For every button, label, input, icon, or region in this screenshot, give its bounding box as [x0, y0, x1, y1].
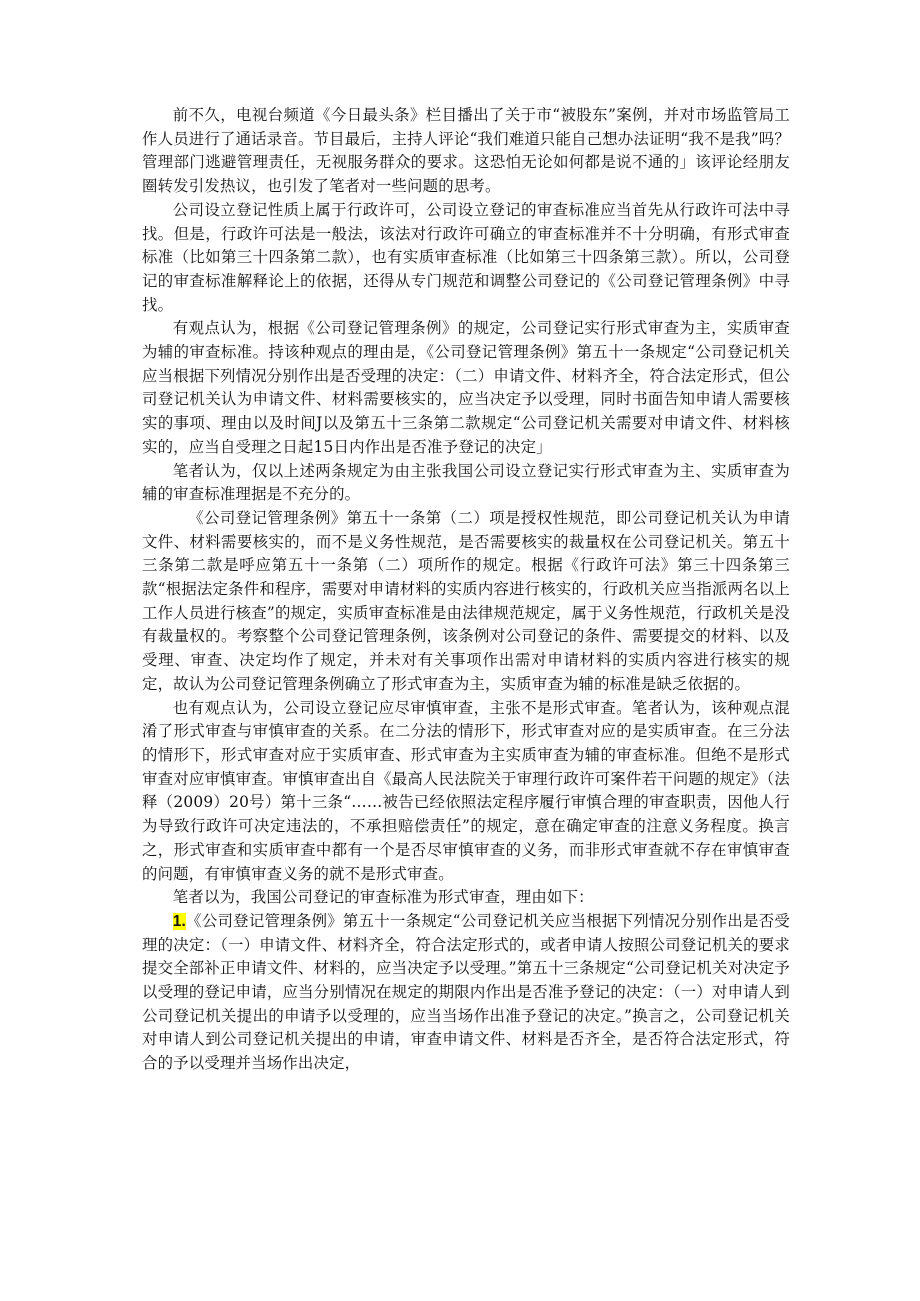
paragraph-author-conclusion: 笔者以为，我国公司登记的审查标准为形式审查，理由如下： — [172, 888, 594, 907]
paragraph-article-analysis: 《公司登记管理条例》第五十一条第（二）项是授权性规范，即公司登记机关认为申请文件、材料需要核实的，而不是义务性规范，是否需要核实的裁量权在公司登记机关。第五十三条第二款是呼应第五十一条第（二）项所作的规定。根据《行政许可法》第三十四条第三款“根据法定条件和程序，需要对申请材料的实质内容进行核实的，行政机关应当指派两名以上工作人员进行核查”的规定，实质审查标准是由法律规范规定，属于义务性规范，行政机关是没有裁量权的。考察整个公司登记管理条例，该条例对公司登记的条件、需要提交的材料、以及受理、审查、决定均作了规定，并未对有关事项作出需对申请材料的实质内容进行核实的规定，故认为公司登记管理条例确立了形式审查为主，实质审查为辅的标准是缺乏依据的。 — [142, 508, 790, 693]
paragraph-intro: 前不久，电视台频道《今日最头条》栏目播出了关于市“被股东”案例，并对市场监管局工作人员进行了通话录音。节目最后，主持人评论“我们难道只能自己想办法证明“我不是我”吗？管理部门逃避管理责任，无视服务群众的要求。这恐怕无论如何都是说不通的」该评论经朋友圈转发引发热议，也引发了笔者对一些问题的思考。 — [142, 106, 790, 196]
numbered-item-text: 《公司登记管理条例》第五十一条规定“公司登记机关应当根据下列情况分别作出是否受理的决定：（一）申请文件、材料齐全，符合法定形式的，或者申请人按照公司登记机关的要求提交全部补正申请文件、材料的，应当决定予以受理。”第五十三条规定“公司登记机关对决定予以受理的登记申请，应当分别情况在规定的期限内作出是否准予登记的决定：（一）对申请人到公司登记机关提出的申请予以受理的，应当当场作出准予登记的决定。”换言之，公司登记机关对申请人到公司登记机关提出的申请，审查申请文件、材料是否齐全，是否符合法定形式，符合的予以受理并当场作出决定， — [142, 911, 790, 1073]
highlighted-item-number: 1. — [172, 912, 187, 930]
numbered-item-1 — [142, 910, 790, 1076]
paragraph-registration-nature: 公司设立登记性质上属于行政许可，公司设立登记的审查标准应当首先从行政许可法中寻找。但是，行政许可法是一般法，该法对行政许可确立的审查标准并不十分明确，有形式审查标准（比如第三十四条第二款），也有实质审查标准（比如第三十四条第三款）。所以，公司登记的审查标准解释论上的依据，还得从专门规范和调整公司登记的《公司登记管理条例》中寻找。 — [142, 200, 790, 314]
paragraph-author-rebuttal: 笔者认为，仅以上述两条规定为由主张我国公司设立登记实行形式审查为主、实质审查为辅的审查标准理据是不充分的。 — [142, 461, 790, 504]
paragraph-second-viewpoint: 也有观点认为，公司设立登记应尽审慎审查，主张不是形式审查。笔者认为，该种观点混淆了形式审查与审慎审查的关系。在二分法的情形下，形式审查对应的是实质审查。在三分法的情形下，形式审查对应于实质审查、形式审查为主实质审查为辅的审查标准。但绝不是形式审查对应审慎审查。审慎审查出自《最高人民法院关于审理行政许可案件若干问题的规定》（法释（2009）20号）第十三条“……被告已经依照法定程序履行审慎合理的审查职责，因他人行为导致行政许可决定违法的，不承担赔偿责任”的规定，意在确定审查的注意义务程度。换言之，形式审查和实质审查中都有一个是否尽审慎审查的义务，而非形式审查就不存在审慎审查的问题，有审慎审查义务的就不是形式审查。 — [142, 698, 790, 883]
paragraph-first-viewpoint: 有观点认为，根据《公司登记管理条例》的规定，公司登记实行形式审查为主，实质审查为辅的审查标准。持该种观点的理由是，《公司登记管理条例》第五十一条规定“公司登记机关应当根据下列情况分别作出是否受理的决定：（二）申请文件、材料齐全，符合法定形式，但公司登记机关认为申请文件、材料需要核实的，应当决定予以受理，同时书面告知申请人需要核实的事项、理由以及时间J以及第五十三条第二款规定“公司登记机关需要对申请文件、材料核实的，应当自受理之日起15日内作出是否准予登记的决定」 — [142, 319, 790, 456]
document-page — [142, 104, 790, 1076]
